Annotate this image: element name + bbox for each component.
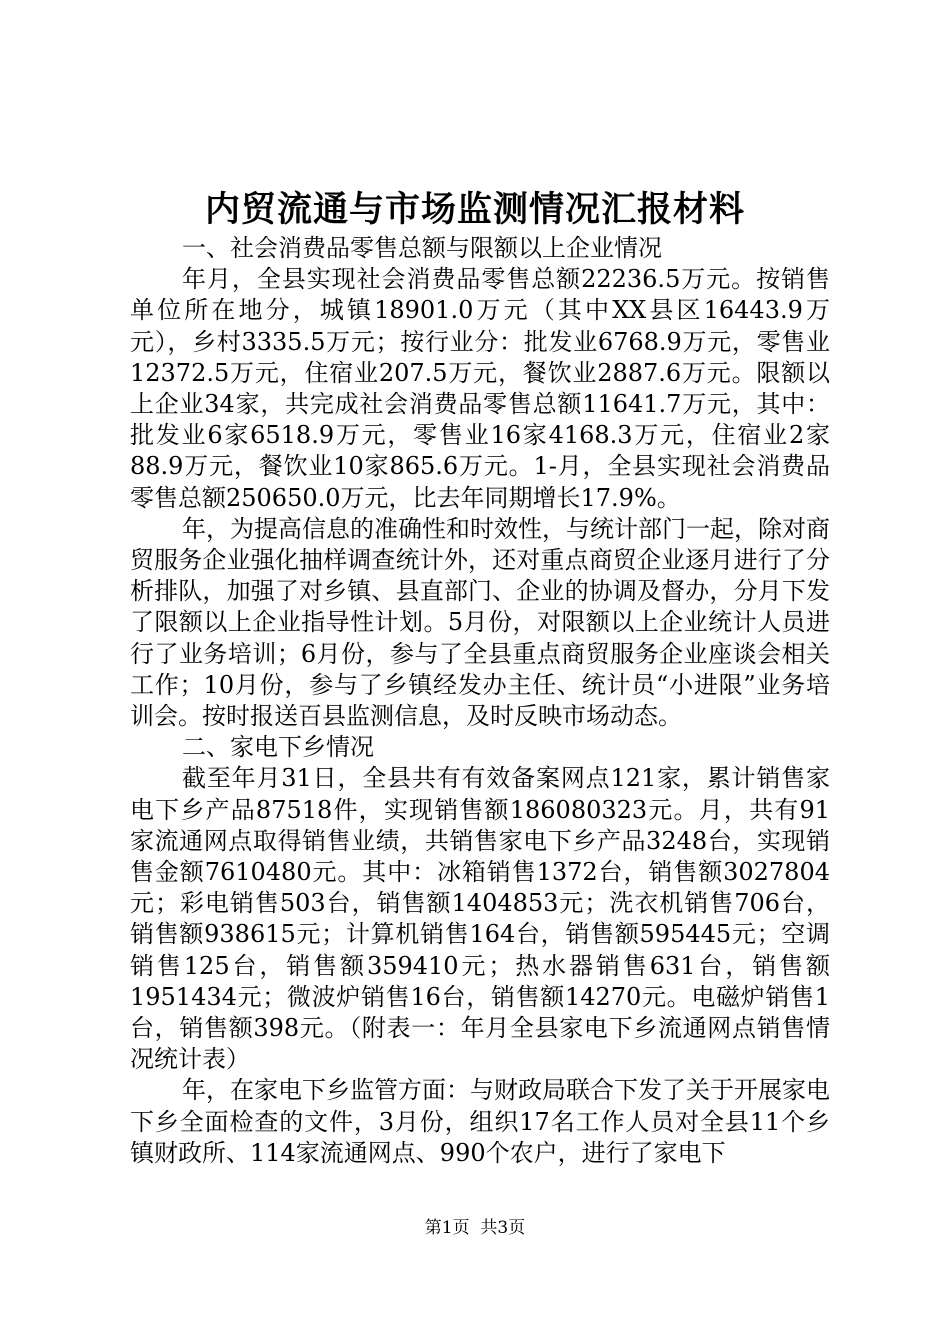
paragraph-appliance-sales: 截至年月31日，全县共有有效备案网点121家，累计销售家电下乡产品87518件，实现销售额186080323元。月，共有91家流通网点取得销售业绩，共销售家电下乡产品3248台，实现销售金额7610480元。其中：冰箱销售1372台，销售额3027804元；彩电销售503台，销售额1404853元；洗衣机销售706台，销售额938615元；计算机销售164台，销售额595445元；空调销售125台，销售额359410元；热水器销售631台，销售额1951434元；微波炉销售16台，销售额14270元。电磁炉销售1台，销售额398元。（附表一：年月全县家电下乡流通网点销售情况统计表） [130,764,830,1074]
section-heading-1: 一、社会消费品零售总额与限额以上企业情况 [182,234,662,262]
page-number: 第1页 共3页 [424,1218,526,1238]
document-body [130,233,830,1169]
page-footer [0,1216,950,1240]
paragraph-retail-sales: 年月，全县实现社会消费品零售总额22236.5万元。按销售单位所在地分，城镇18901.0万元（其中XX县区16443.9万元），乡村3335.5万元；按行业分：批发业6768.9万元，零售业12372.5万元，住宿业207.5万元，餐饮业2887.6万元。限额以上企业34家，共完成社会消费品零售总额11641.7万元，其中：批发业6家6518.9万元，零售业16家4168.3万元，住宿业2家88.9万元，餐饮业10家865.6万元。1-月，全县实现社会消费品零售总额250650.0万元，比去年同期增长17.9%。 [130,265,830,512]
document-title: 内贸流通与市场监测情况汇报材料 [204,189,745,230]
section-heading-2: 二、家电下乡情况 [182,733,374,762]
paragraph-statistics-work: 年，为提高信息的准确性和时效性，与统计部门一起，除对商贸服务企业强化抽样调查统计外，还对重点商贸企业逐月进行了分析排队，加强了对乡镇、县直部门、企业的协调及督办，分月下发了限额以上企业指导性计划。5月份，对限额以上企业统计人员进行了业务培训；6月份，参与了全县重点商贸服务企业座谈会相关工作；10月份，参与了乡镇经发办主任、统计员“小进限”业务培训会。按时报送百县监测信息，及时反映市场动态。 [130,514,830,731]
paragraph-appliance-supervision: 年，在家电下乡监管方面：与财政局联合下发了关于开展家电下乡全面检查的文件，3月份，组织17名工作人员对全县11个乡镇财政所、114家流通网点、990个农户，进行了家电下 [130,1076,830,1167]
